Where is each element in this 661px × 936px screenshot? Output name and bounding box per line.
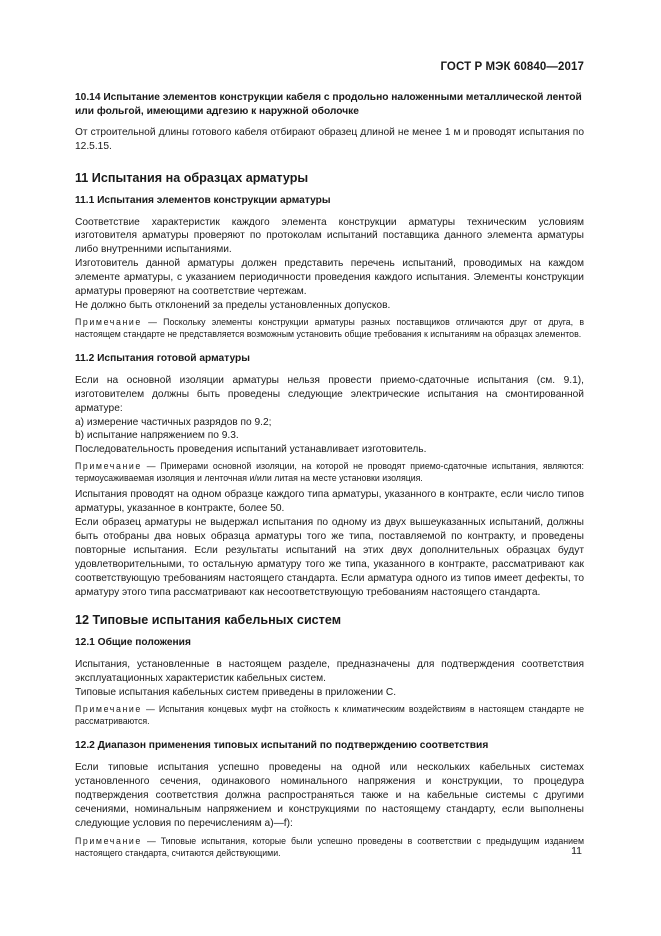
note-label: Примечание [75, 316, 142, 327]
section-11-2-title: 11.2 Испытания готовой арматуры [75, 352, 250, 364]
document-body [75, 91, 584, 867]
section-11-2-paragraph-3: Испытания проводят на одном образце каждого типа арматуры, указанного в контракте, если число типов арматуры, указанное в контракте, более 50. [75, 489, 584, 515]
note-text: — Примерами основной изоляции, на которой не проводят приемо-сдаточные испытания, являются: термоусаживаемая изоляция и ленточная и/или литая на месте установки изоляция. [75, 461, 584, 484]
section-11-2-paragraph-4: Если образец арматуры не выдержал испытания по одному из двух вышеуказанных испытаний, должны быть отобраны два новых образца арматуры того же типа, поставляемой по контракту, и проведены повторные испытания. Если результаты испытаний на этих двух дополнительных образцах будут удовлетворительными, то остальную арматуру того же типа, указанного в контракте, рассматривают как соответствующую требованиям настоящего стандарта. Если арматура одного из типов имеет дефекты, то арматуру этого типа рассматривают как несоответствующую требованиям настоящего стандарта. [75, 517, 584, 598]
section-12-title: 12 Типовые испытания кабельных систем [75, 613, 342, 628]
section-12-1-paragraph-1: Испытания, установленные в настоящем разделе, предназначены для подтверждения соответствия эксплуатационных характеристик кабельных систем. [75, 659, 584, 685]
note-text: — Испытания концевых муфт на стойкость к климатическим воздействиям в настоящем стандарте не рассматриваются. [75, 704, 584, 727]
note-text: — Типовые испытания, которые были успешно проведены в соответствии с предыдущим изданием настоящего стандарта, считаются действующими. [75, 835, 584, 858]
section-11-2-note [75, 460, 584, 484]
section-12-2-paragraph-1: Если типовые испытания успешно проведены на одной или нескольких кабельных системах установленного сечения, одинакового номинального напряжения и конструкции, то процедура подтверждения соответствия должна распространяться также и на кабельные системы с другими сечениями, номинальным напряжением и конструкциями по настоящему стандарту, если выполнены следующие условия по перечислениям а)—f): [75, 762, 584, 829]
section-11-1-note [75, 316, 584, 340]
section-11-1-paragraph-3: Не должно быть отклонений за пределы установленных допусков. [75, 299, 391, 311]
note-text: — Поскольку элементы конструкции арматуры разных поставщиков отличаются друг от друга, в настоящем стандарте не представляется возможным установить общие требования к испытаниям на образцах элементов. [75, 316, 584, 339]
note-label: Примечание [75, 704, 142, 715]
note-label: Примечание [75, 461, 142, 472]
section-12-2-title: 12.2 Диапазон применения типовых испытаний по подтверждению соответствия [75, 740, 489, 752]
section-11-2-paragraph-2: Последовательность проведения испытаний устанавливает изготовитель. [75, 444, 427, 456]
note-label: Примечание [75, 835, 142, 846]
standard-header: ГОСТ Р МЭК 60840—2017 [440, 61, 584, 73]
section-11-1-paragraph-2: Изготовитель данной арматуры должен представить перечень испытаний, проводимых на каждом элементе арматуры, с указанием периодичности проведения каждого испытания. Элементы конструкции арматуры проверяют на соответствие чертежам. [75, 258, 584, 298]
section-10-14-title: 10.14 Испытание элементов конструкции кабеля с продольно наложенными металлической лентой или фольгой, имеющими адгезию к наружной оболочке [75, 92, 582, 117]
section-11-1-paragraph-1: Соответствие характеристик каждого элемента конструкции арматуры техническим условиям изготовителя арматуры проверяют по протоколам испытаний поставщика данного элемента арматуры либо внутренними испытаниями. [75, 216, 584, 256]
section-11-1-title: 11.1 Испытания элементов конструкции арматуры [75, 194, 331, 206]
section-11-title: 11 Испытания на образцах арматуры [75, 170, 309, 185]
list-item-b: b) испытание напряжением по 9.3. [75, 430, 239, 442]
page-number: 11 [571, 845, 582, 857]
section-11-2-paragraph-1: Если на основной изоляции арматуры нельзя провести приемо-сдаточные испытания (см. 9.1), изготовителем должны быть проведены следующие электрические испытания на смонтированной арматуре: [75, 374, 584, 414]
section-12-1-paragraph-2: Типовые испытания кабельных систем приведены в приложении С. [75, 687, 397, 699]
section-12-1-note [75, 703, 584, 727]
list-item-a: a) измерение частичных разрядов по 9.2; [75, 416, 272, 428]
section-10-14-paragraph: От строительной длины готового кабеля отбирают образец длиной не менее 1 м и проводят испытания по 12.5.15. [75, 126, 584, 152]
section-12-1-title: 12.1 Общие положения [75, 637, 191, 649]
section-12-2-note [75, 835, 584, 859]
